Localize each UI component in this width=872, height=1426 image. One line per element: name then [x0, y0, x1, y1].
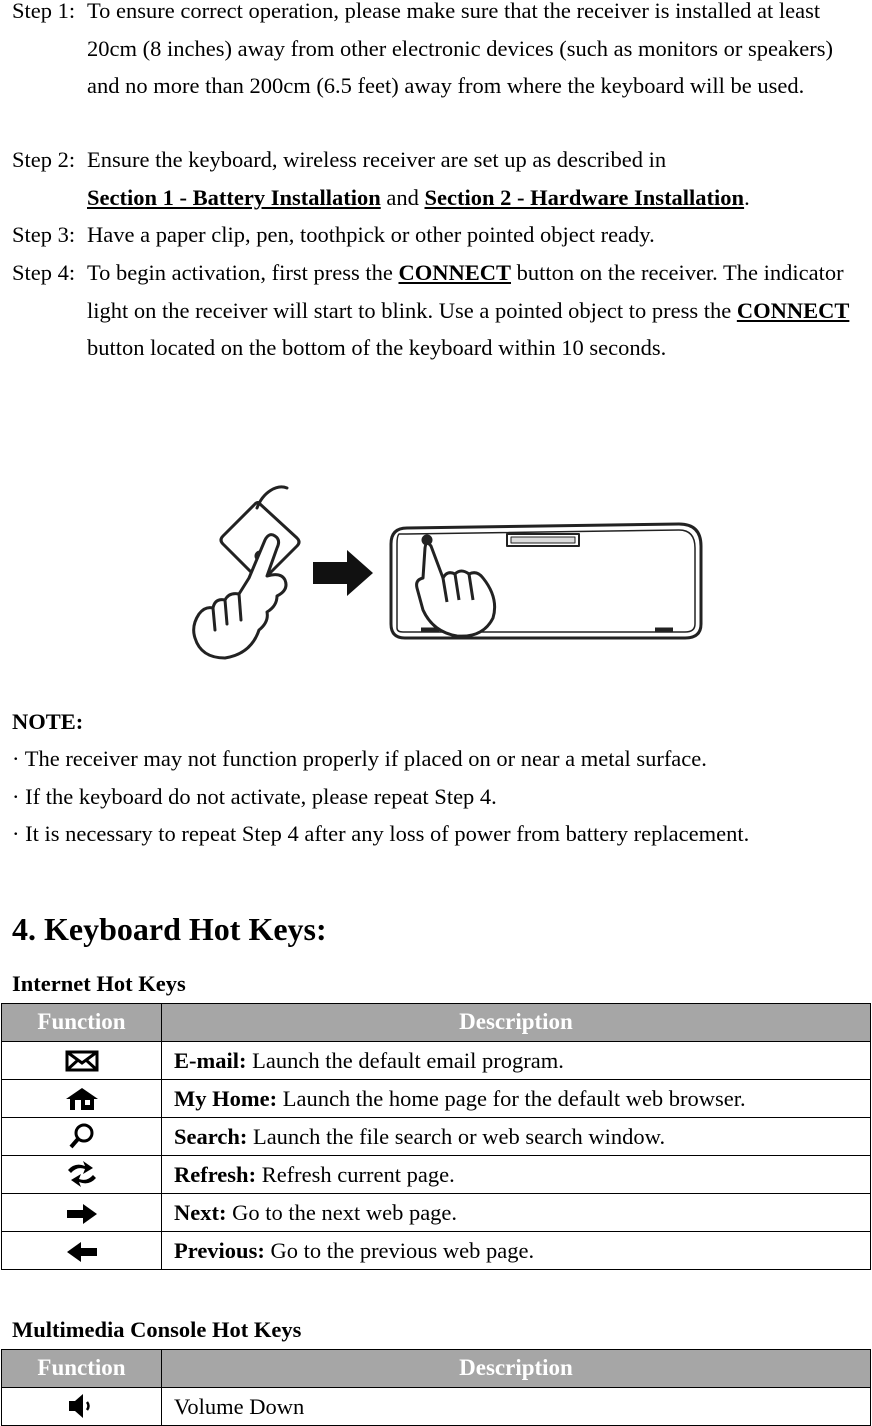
description-cell: [162, 1155, 871, 1193]
section-heading: 4. Keyboard Hot Keys:: [12, 911, 327, 947]
description-column-header: [162, 1350, 871, 1388]
function-cell: [2, 1193, 162, 1231]
table-row: [2, 1041, 871, 1079]
hotkey-description: Go to the previous web page.: [264, 1237, 535, 1263]
step-3-label: Step 3:: [12, 222, 76, 247]
description-cell: [162, 1041, 871, 1079]
description-cell: [162, 1231, 871, 1269]
multimedia-hot-keys-title: Multimedia Console Hot Keys: [12, 1317, 302, 1342]
receiver-drawing: [194, 487, 299, 658]
hotkey-description: Go to the next web page.: [226, 1199, 458, 1225]
hardware-installation-link[interactable]: Section 2 - Hardware Installation: [424, 184, 745, 210]
step-2-label: Step 2:: [12, 147, 76, 172]
step-4-post: button located on the bottom of the keyboard within 10 seconds.: [87, 335, 667, 361]
step-2-intro: Ensure the keyboard, wireless receiver are set up as described in: [87, 147, 667, 172]
function-cell: [2, 1041, 162, 1079]
table-row: [2, 1387, 871, 1425]
step-3-text: Have a paper clip, pen, toothpick or other pointed object ready.: [87, 222, 655, 247]
step-4-label: Step 4:: [12, 260, 76, 285]
step-2-end: .: [744, 184, 750, 210]
hotkey-description: Volume Down: [174, 1393, 305, 1419]
connect-illustration-svg: [185, 478, 710, 668]
step-4: [12, 254, 870, 367]
volume-down-icon: [66, 1392, 98, 1420]
hotkey-name: Next:: [174, 1199, 227, 1225]
description-header-label: Description: [459, 1009, 573, 1035]
internet-hot-keys-title: Internet Hot Keys: [12, 971, 186, 996]
table-row: [2, 1079, 871, 1117]
step-2-and: and: [380, 184, 425, 210]
step-4-pre: To begin activation, first press the: [87, 260, 399, 285]
previous-arrow-icon: [65, 1241, 99, 1263]
next-arrow-icon: [65, 1203, 99, 1225]
search-icon: [68, 1122, 96, 1150]
keyboard-label-slot-inner: [511, 537, 575, 543]
connect-keyword: CONNECT: [736, 297, 850, 323]
table-header-row: [2, 1004, 871, 1042]
note-item: · It is necessary to repeat Step 4 after any loss of power from battery replacement.: [12, 821, 750, 846]
hotkey-name: Refresh:: [174, 1161, 257, 1187]
internet-hot-keys-table: [1, 1003, 871, 1270]
description-header-label: Description: [459, 1355, 573, 1381]
function-column-header: [2, 1004, 162, 1042]
home-icon: [64, 1086, 100, 1112]
description-cell: [162, 1387, 871, 1425]
description-cell: [162, 1117, 871, 1155]
battery-installation-link[interactable]: Section 1 - Battery Installation: [87, 184, 381, 210]
hotkey-description: Launch the default email program.: [246, 1047, 564, 1073]
step-4-text: [87, 254, 870, 367]
refresh-icon: [65, 1160, 99, 1188]
hotkey-description: Refresh current page.: [256, 1161, 455, 1187]
function-column-header: [2, 1350, 162, 1388]
description-column-header: [162, 1004, 871, 1042]
table-row: [2, 1155, 871, 1193]
email-icon: [65, 1049, 99, 1073]
table-row: [2, 1117, 871, 1155]
arrow-right-icon: [313, 550, 373, 596]
connect-illustration: [185, 478, 710, 668]
function-cell: [2, 1079, 162, 1117]
note-title: NOTE:: [12, 709, 84, 734]
step-2: [12, 141, 870, 216]
step-1: [12, 0, 870, 105]
note-item: · If the keyboard do not activate, please repeat Step 4.: [12, 783, 497, 809]
description-cell: [162, 1193, 871, 1231]
function-cell: [2, 1117, 162, 1155]
hotkey-name: Search:: [174, 1123, 248, 1149]
function-cell: [2, 1231, 162, 1269]
table-row: [2, 1231, 871, 1269]
keyboard-drawing: [391, 524, 701, 638]
hotkey-description: Launch the file search or web search window.: [247, 1123, 666, 1149]
step-1-text: To ensure correct operation, please make sure that the receiver is installed at least 20cm (8 inches) away from other electronic devices (such as monitors or speakers) and no more than 200cm (6.5 feet) away from where the keyboard will be used.: [87, 0, 833, 99]
note-item: · The receiver may not function properly if placed on or near a metal surface.: [12, 746, 707, 771]
hotkey-name: My Home:: [174, 1085, 278, 1111]
step-1-label: Step 1:: [12, 0, 76, 23]
hotkey-name: Previous:: [174, 1237, 265, 1263]
function-header-label: Function: [37, 1009, 126, 1035]
hotkey-name: E-mail:: [174, 1047, 247, 1073]
hotkey-description: Launch the home page for the default web browser.: [277, 1085, 746, 1111]
table-header-row: [2, 1350, 871, 1388]
step-4-mid: button on the receiver. The indicator light on the receiver will start to blink. Use a pointed object to press the: [87, 260, 844, 323]
function-cell: [2, 1155, 162, 1193]
multimedia-hot-keys-table: [1, 1349, 871, 1426]
table-row: [2, 1193, 871, 1231]
note-list: [12, 740, 749, 853]
step-2-text: [87, 141, 870, 216]
function-header-label: Function: [37, 1355, 126, 1381]
description-cell: [162, 1079, 871, 1117]
connect-keyword: CONNECT: [398, 260, 511, 285]
step-3: [12, 216, 870, 254]
function-cell: [2, 1387, 162, 1425]
